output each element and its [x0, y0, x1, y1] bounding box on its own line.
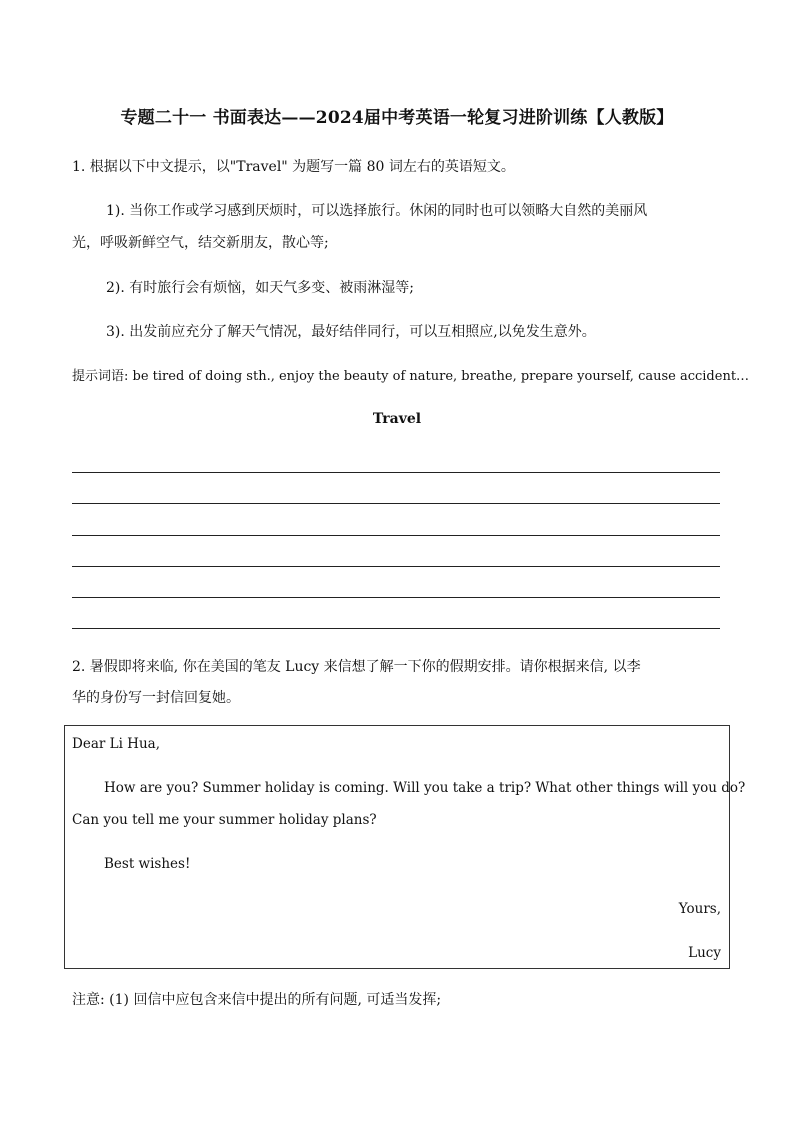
question-2-prompt-continued: 华的身份写一封信回复她。 — [72, 690, 240, 706]
writing-line — [72, 566, 720, 567]
question-1-point-1: 1). 当你工作或学习感到厌烦时，可以选择旅行。休闲的同时也可以领略大自然的美丽风 — [106, 203, 648, 219]
page-title: 专题二十一 书面表达——2024届中考英语一轮复习进阶训练【人教版】 — [120, 108, 674, 128]
question-1-prompt: 1. 根据以下中文提示，以"Travel" 为题写一篇 80 词左右的英语短文。 — [72, 159, 515, 175]
hint-words: 提示词语: be tired of doing sth., enjoy the beauty of nature, breathe, prepare yourself, cause accident… — [72, 369, 750, 384]
writing-line — [72, 503, 720, 504]
question-2-prompt: 2. 暑假即将来临, 你在美国的笔友 Lucy 来信想了解一下你的假期安排。请你根据来信, 以李 — [72, 659, 641, 675]
letter-salutation: Dear Li Hua, — [72, 736, 160, 752]
writing-line — [72, 535, 720, 536]
writing-line — [72, 472, 720, 473]
letter-box — [64, 725, 746, 969]
letter-closing: Yours, — [678, 901, 721, 917]
letter-body-line: How are you? Summer holiday is coming. Will you take a trip? What other things will you do? — [104, 780, 746, 796]
writing-line — [72, 597, 720, 598]
letter-wishes: Best wishes! — [104, 856, 191, 872]
question-1-point-2: 2). 有时旅行会有烦恼，如天气多变、被雨淋湿等; — [106, 280, 414, 296]
question-1-point-1-continued: 光，呼吸新鲜空气，结交新朋友，散心等; — [72, 235, 329, 251]
writing-line — [72, 628, 720, 629]
essay-title: Travel — [372, 411, 422, 427]
letter-signature: Lucy — [688, 945, 721, 961]
question-1-point-3: 3). 出发前应充分了解天气情况，最好结伴同行，可以互相照应,以免发生意外。 — [106, 324, 596, 340]
note-text: 注意: (1) 回信中应包含来信中提出的所有问题, 可适当发挥; — [72, 992, 442, 1008]
letter-body-line: Can you tell me your summer holiday plans? — [72, 812, 377, 828]
